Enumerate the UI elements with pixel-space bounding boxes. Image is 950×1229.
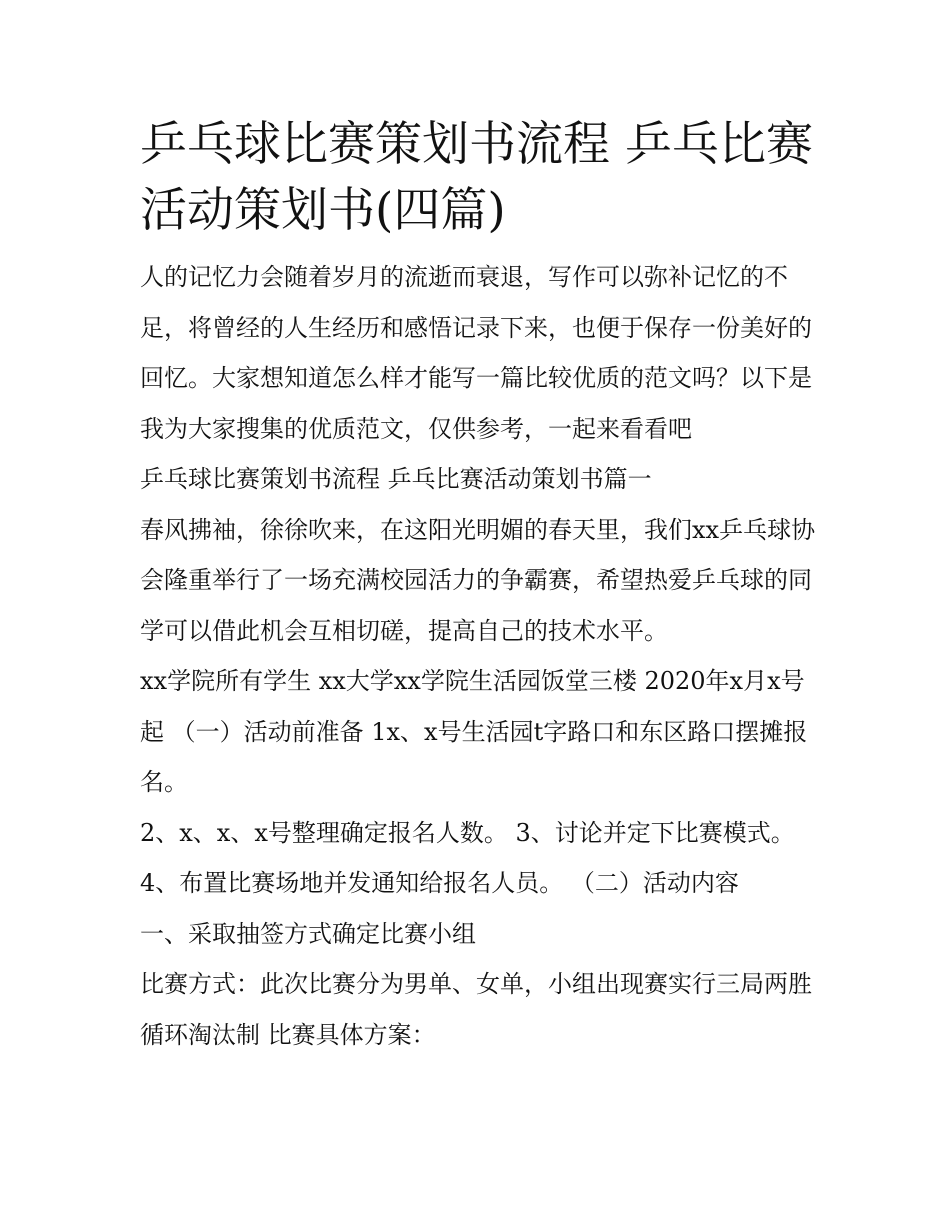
body-paragraph: 2、x、x、x号整理确定报名人数。 3、讨论并定下比赛模式。 xyxy=(140,818,795,847)
body-paragraph: 春风拂袖，徐徐吹来，在这阳光明媚的春天里，我们xx乒乓球协会隆重举行了一场充满校园活力的争霸赛，希望热爱乒乓球的同学可以借此机会互相切磋，提高自己的技术水平。 xyxy=(140,515,816,645)
document-content xyxy=(140,112,820,1060)
body-paragraph: 一、采取抽签方式确定比赛小组 xyxy=(140,919,476,948)
body-paragraph: 4、布置比赛场地并发通知给报名人员。 （二）活动内容 xyxy=(140,869,739,897)
document-title: 乒乓球比赛策划书流程 乒乓比赛活动策划书(四篇) xyxy=(140,117,813,238)
body-paragraph: xx学院所有学生 xx大学xx学院生活园饭堂三楼 2020年x月x号起 （一）活动前准备 1x、x号生活园t字路口和东区路口摆摊报名。 xyxy=(140,667,808,796)
section-heading: 乒乓球比赛策划书流程 乒乓比赛活动策划书篇一 xyxy=(140,465,652,493)
body-paragraph: 比赛方式：此次比赛分为男单、女单，小组出现赛实行三局两胜循环淘汰制 比赛具体方案： xyxy=(140,970,812,1049)
intro-paragraph: 人的记忆力会随着岁月的流逝而衰退，写作可以弥补记忆的不足，将曾经的人生经历和感悟记录下来，也便于保存一份美好的回忆。大家想知道怎么样才能写一篇比较优质的范文吗？以下是我为大家搜集的优质范文，仅供参考，一起来看看吧 xyxy=(140,263,812,443)
